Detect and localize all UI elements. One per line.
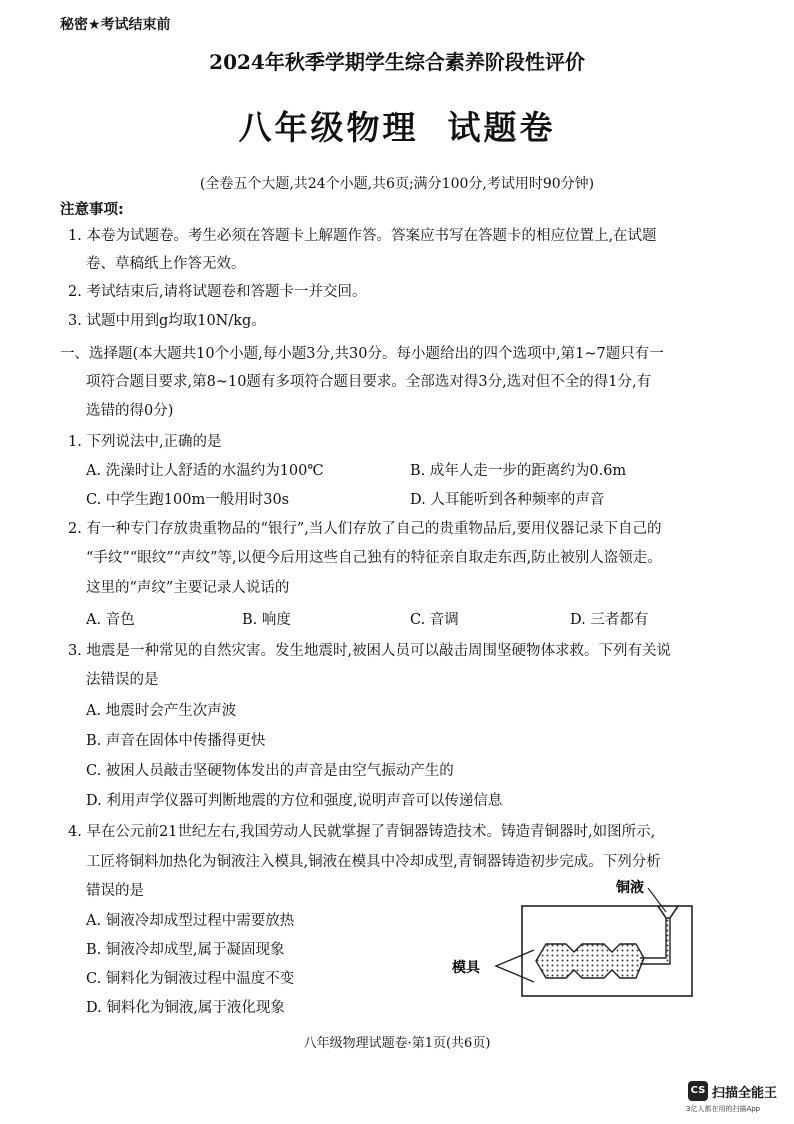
option: B. 成年人走一步的距离约为0.6m (410, 463, 627, 479)
exam-title: 2024年秋季学期学生综合素养阶段性评价 (209, 50, 585, 74)
question-stem: 工匠将铜料加热化为铜液注入模具,铜液在模具中冷却成型,青铜器铸造初步完成。下列分析 (86, 854, 661, 870)
casting-mold-figure (440, 878, 700, 998)
watermark-sub: 3亿人都在用的扫描App (686, 1105, 761, 1113)
notes-heading: 注意事项: (60, 202, 124, 218)
section-heading: 一、选择题(本大题共10个小题,每小题3分,共30分。每小题给出的四个选项中,第1~7题只有一 (60, 346, 664, 362)
label-arrow (496, 950, 534, 982)
option: D. 利用声学仪器可判断地震的方位和强度,说明声音可以传递信息 (86, 793, 503, 809)
option: C. 音调 (410, 612, 459, 628)
option: B. 声音在固体中传播得更快 (86, 733, 266, 749)
question-stem: 4. 早在公元前21世纪左右,我国劳动人民就掌握了青铜器铸造技术。铸造青铜器时,如图所示, (68, 824, 656, 840)
mold-cavity (536, 944, 644, 978)
exam-info: (全卷五个大题,共24个小题,共6页;满分100分,考试用时90分钟) (199, 176, 595, 192)
option: D. 铜料化为铜液,属于液化现象 (86, 1000, 285, 1016)
question-stem: 1. 下列说法中,正确的是 (68, 434, 222, 450)
option: C. 被困人员敲击坚硬物体发出的声音是由空气振动产生的 (86, 763, 454, 779)
funnel (658, 906, 678, 918)
watermark-name: 扫描全能王 (712, 1086, 778, 1101)
question-stem: 2. 有一种专门存放贵重物品的“银行”,当人们存放了自己的贵重物品后,要用仪器记录下自己的 (68, 521, 662, 537)
label-copper-liquid: 铜液 (616, 880, 644, 896)
option: C. 中学生跑100m一般用时30s (86, 492, 290, 508)
page-footer: 八年级物理试题卷·第1页(共6页) (303, 1036, 491, 1051)
section-heading: 选错的得0分) (86, 403, 174, 419)
option: A. 铜液冷却成型过程中需要放热 (86, 913, 295, 929)
note-item: 1. 本卷为试题卷。考生必须在答题卡上解题作答。答案应书写在答题卡的相应位置上,在试题 (68, 228, 657, 244)
pour-channel (640, 918, 670, 964)
paper-title: 八年级物理 试题卷 (238, 108, 556, 147)
camscanner-icon: CS (688, 1081, 708, 1101)
label-arrow (648, 888, 666, 912)
option: B. 铜液冷却成型,属于凝固现象 (86, 942, 285, 958)
section-heading: 项符合题目要求,第8~10题有多项符合题目要求。全部选对得3分,选对但不全的得1分,有 (86, 374, 652, 390)
question-stem: 错误的是 (86, 883, 144, 899)
option: B. 响度 (242, 612, 291, 628)
note-item: 3. 试题中用到g均取10N/kg。 (68, 313, 266, 329)
option: C. 铜料化为铜液过程中温度不变 (86, 971, 295, 987)
option: A. 洗澡时让人舒适的水温约为100℃ (86, 463, 324, 479)
question-stem: 法错误的是 (86, 672, 159, 688)
note-item: 2. 考试结束后,请将试题卷和答题卡一并交回。 (68, 284, 367, 300)
question-stem: 3. 地震是一种常见的自然灾害。发生地震时,被困人员可以敲击周围坚硬物体求救。下列有关说 (68, 643, 672, 659)
label-mold: 模具 (452, 960, 480, 976)
option: A. 地震时会产生次声波 (86, 703, 237, 719)
note-item: 卷、草稿纸上作答无效。 (86, 256, 246, 272)
option: D. 三者都有 (570, 612, 649, 628)
channel-liquid (666, 918, 670, 964)
option: D. 人耳能听到各种频率的声音 (410, 492, 605, 508)
option: A. 音色 (86, 612, 135, 628)
question-stem: 这里的“声纹”主要记录人说话的 (86, 580, 290, 596)
question-stem: “手纹”“眼纹”“声纹”等,以便今后用这些自己独有的特征亲自取走东西,防止被别人盗领走。 (86, 550, 662, 566)
secret-label: 秘密★考试结束前 (60, 17, 171, 33)
